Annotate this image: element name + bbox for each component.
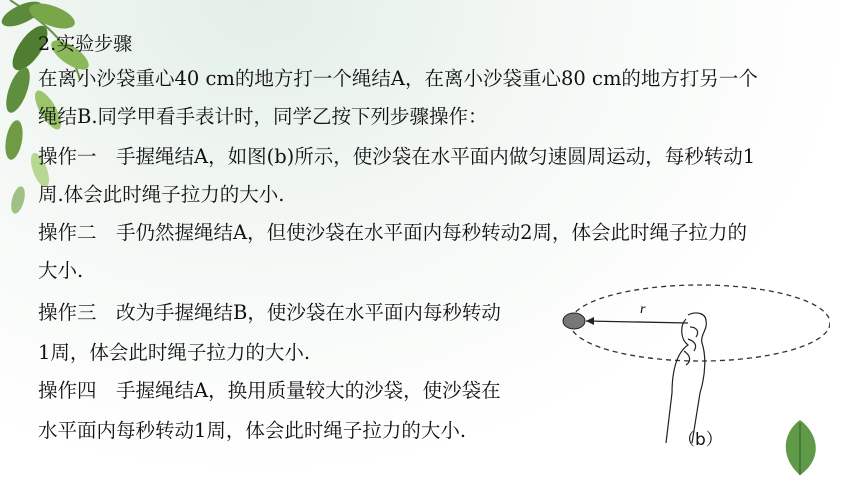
text-line: 绳结B.同学甲看手表计时，同学乙按下列步骤操作： xyxy=(38,105,488,128)
section-heading: 2.实验步骤 xyxy=(38,33,133,55)
hand xyxy=(666,313,706,443)
text-line: 操作一 手握绳结A，如图(b)所示，使沙袋在水平面内做匀速圆周运动，每秒转动1 xyxy=(38,145,756,168)
text-line: 操作三 改为手握绳结B，使沙袋在水平面内每秒转动 xyxy=(38,301,501,324)
arrow-head xyxy=(586,317,594,325)
string xyxy=(586,321,688,323)
figure-caption: （b） xyxy=(678,430,723,450)
text-line: 大小. xyxy=(38,259,84,282)
text-line: 1周，体会此时绳子拉力的大小. xyxy=(38,341,311,364)
text-line: 水平面内每秒转动1周，体会此时绳子拉力的大小. xyxy=(38,419,467,442)
text-line: 操作二 手仍然握绳结A，但使沙袋在水平面内每秒转动2周，体会此时绳子拉力的 xyxy=(38,221,747,244)
sandbag xyxy=(563,313,585,329)
text-line: 操作四 手握绳结A，换用质量较大的沙袋，使沙袋在 xyxy=(38,379,501,402)
radius-label: r xyxy=(640,302,646,317)
text-line: 周.体会此时绳子拉力的大小. xyxy=(38,183,285,206)
circular-path xyxy=(570,285,830,361)
text-line: 在离小沙袋重心40 cm的地方打一个绳结A，在离小沙袋重心80 cm的地方打另一个 xyxy=(38,67,758,90)
